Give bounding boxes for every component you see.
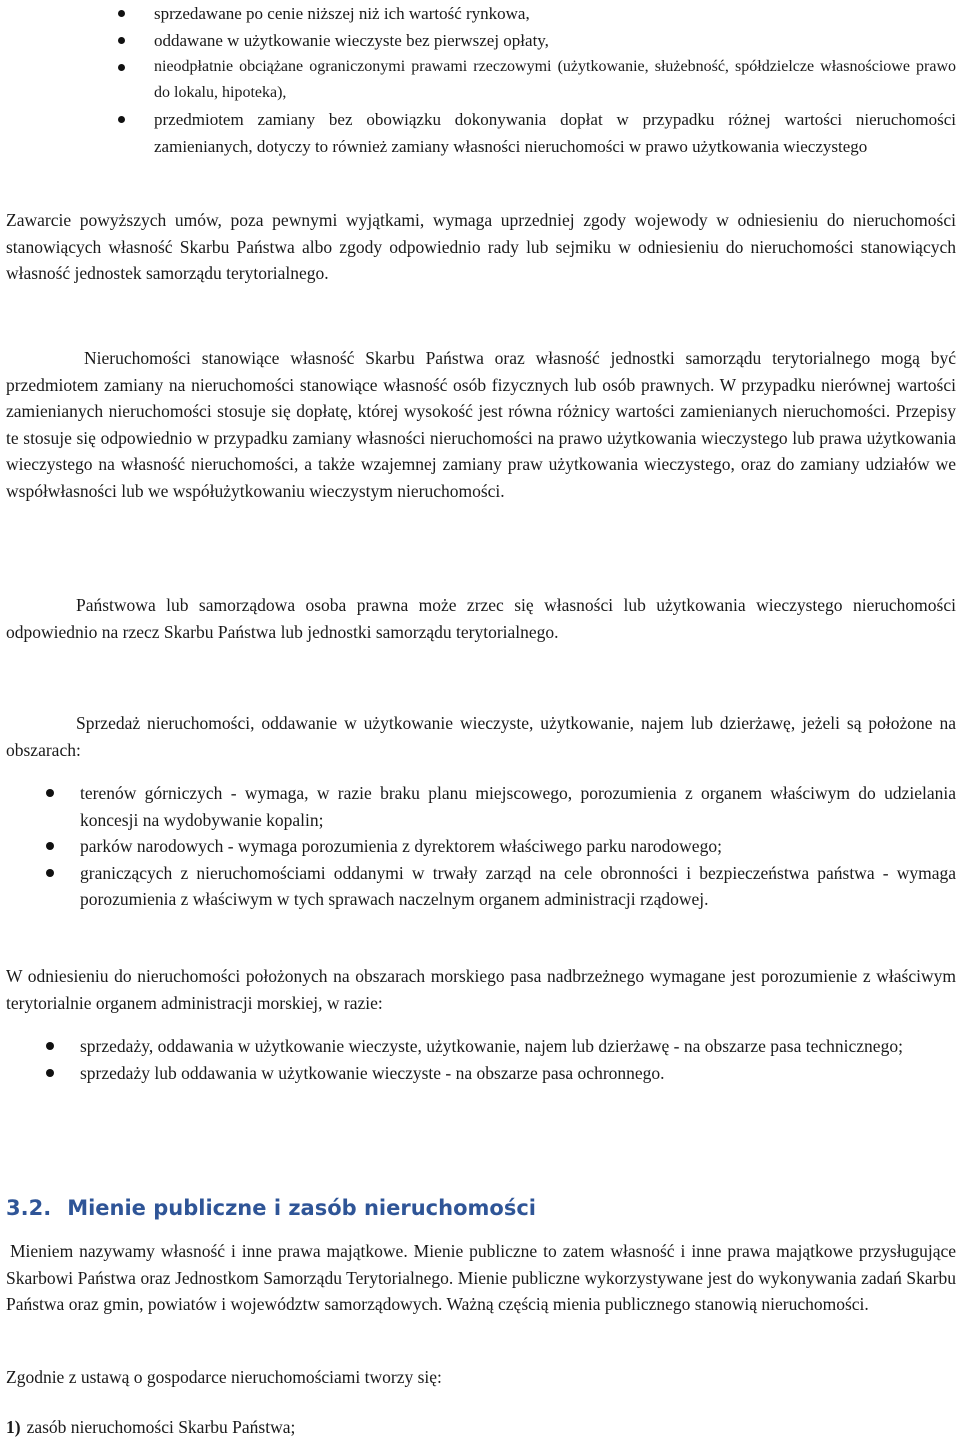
- paragraph-sea-intro: W odniesieniu do nieruchomości położonych na obszarach morskiego pasa nadbrzeżnego wymagane jest porozumienie z właściwym terytorialnie organem administracji morskiej, w razie:: [6, 966, 956, 1013]
- bullet-icon: [118, 64, 125, 71]
- list-item: oddawane w użytkowanie wieczyste bez pierwszej opłaty,: [6, 27, 956, 54]
- bullet-icon: [46, 1042, 54, 1050]
- list-item: sprzedaży, oddawania w użytkowanie wieczyste, użytkowanie, najem lub dzierżawę - na obszarze pasa technicznego;: [6, 1033, 956, 1060]
- paragraph-public-property: Mieniem nazywamy własność i inne prawa majątkowe. Mienie publiczne to zatem własność i inne prawa majątkowe przysługujące Skarbowi Państwa oraz Jednostkom Samorządu Terytorialnego. Mienie publiczne wykorzystywane jest do wykonywania zadań Skarbu Państwa oraz gmin, powiatów i województw samorządowych. Ważną częścią mienia publicznego stanowią nieruchomości.: [6, 1241, 956, 1314]
- sea-list: [6, 1033, 956, 1086]
- section-title: Mienie publiczne i zasób nieruchomości: [67, 1196, 536, 1220]
- bullet-icon: [118, 10, 125, 17]
- list-item-text: zasób nieruchomości Skarbu Państwa;: [26, 1417, 296, 1437]
- paragraph-consent: Zawarcie powyższych umów, poza pewnymi wyjątkami, wymaga uprzedniej zgody wojewody w odniesieniu do nieruchomości stanowiących własność Skarbu Państwa albo zgody odpowiednio rady lub sejmiku w odniesieniu do nieruchomości stanowiących własność jednostek samorządu terytorialnego.: [6, 210, 956, 283]
- paragraph-exchange: Nieruchomości stanowiące własność Skarbu Państwa oraz własność jednostki samorządu terytorialnego mogą być przedmiotem zamiany na nieruchomości stanowiące własność osób fizycznych lub osób prawnych. W przypadku nierównej wartości zamienianych nieruchomości stosuje się dopłatę, której wysokość jest równa różnicy wartości zamienianych nieruchomości. Przepisy te stosuje się odpowiednio w przypadku zamiany własności nieruchomości na prawo użytkowania wieczystego lub prawa użytkowania wieczystego na własność nieruchomości, a także wzajemnej zamiany praw użytkowania wieczystego, oraz do zamiany udziałów we współwłasności lub we współużytkowaniu wieczystym nieruchomości.: [6, 348, 956, 501]
- list-item: sprzedaży lub oddawania w użytkowanie wieczyste - na obszarze pasa ochronnego.: [6, 1060, 956, 1087]
- bullet-icon: [46, 789, 54, 797]
- paragraph-waiver: Państwowa lub samorządowa osoba prawna może zrzec się własności lub użytkowania wieczystego nieruchomości odpowiednio na rzecz Skarbu Państwa lub jednostki samorządu terytorialnego.: [6, 595, 956, 642]
- restricted-transactions-list: [6, 0, 956, 160]
- list-item: nieodpłatnie obciążane ograniczonymi prawami rzeczowymi (użytkowanie, służebność, spółdzielcze własnościowe prawo do lokalu, hipoteka),: [6, 54, 956, 106]
- list-item: parków narodowych - wymaga porozumienia z dyrektorem właściwego parku narodowego;: [6, 833, 956, 860]
- list-item: sprzedawane po cenie niższej niż ich wartość rynkowa,: [6, 0, 956, 27]
- list-item: przedmiotem zamiany bez obowiązku dokonywania dopłat w przypadku różnej wartości nieruchomości zamienianych, dotyczy to również zamiany własności nieruchomości w prawo użytkowania wieczystego: [6, 106, 956, 160]
- paragraph-areas-intro: Sprzedaż nieruchomości, oddawanie w użytkowanie wieczyste, użytkowanie, najem lub dzierżawę, jeżeli są położone na obszarach:: [6, 713, 956, 760]
- list-number: 1): [6, 1417, 21, 1437]
- bullet-icon: [118, 116, 125, 123]
- bullet-icon: [46, 869, 54, 877]
- list-item: graniczących z nieruchomościami oddanymi w trwały zarząd na cele obronności i bezpieczeństwa państwa - wymaga porozumienia z właściwym w tych sprawach naczelnym organem administracji rządowej.: [6, 860, 956, 913]
- list-item: terenów górniczych - wymaga, w razie braku planu miejscowego, porozumienia z organem właściwym do udzielania koncesji na wydobywanie kopalin;: [6, 780, 956, 833]
- resource-list-item: [6, 1414, 295, 1440]
- bullet-icon: [46, 1069, 54, 1077]
- bullet-icon: [46, 842, 54, 850]
- section-heading: [6, 1193, 536, 1223]
- bullet-icon: [118, 37, 125, 44]
- section-number: 3.2.: [6, 1196, 52, 1220]
- areas-list: [6, 780, 956, 913]
- paragraph-resource-intro: Zgodnie z ustawą o gospodarce nieruchomościami tworzy się:: [6, 1367, 442, 1387]
